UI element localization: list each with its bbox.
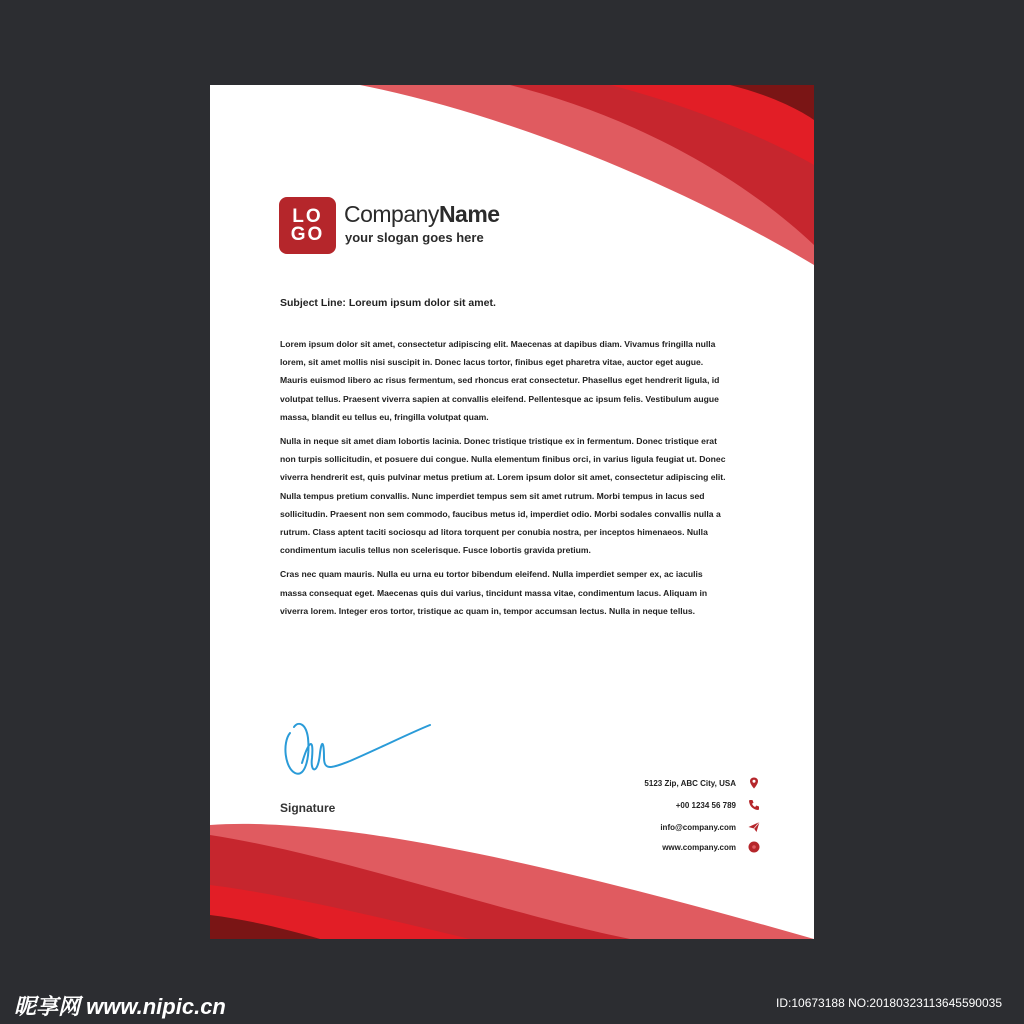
company-logo [279, 197, 336, 254]
handwritten-signature [280, 713, 440, 793]
logo-text: LOGO [290, 205, 325, 245]
company-name-regular: Company [344, 201, 439, 227]
contact-text: 5123 Zip, ABC City, USA [644, 778, 736, 788]
contact-email [520, 821, 760, 833]
body-paragraph: Cras nec quam mauris. Nulla eu urna eu tortor bibendum eleifend. Nulla imperdiet semper ex, ac iaculis massa consequat eget. Maecenas quis dui varius, tincidunt massa vitae, condimentum lacus. Aliquam in viverra lorem. Integer eros tortor, tristique ac quam in, tempor accumsan lectus. Nulla in neque tellus. [280, 569, 708, 616]
company-name-bold: Name [438, 201, 500, 227]
contact-website [520, 841, 760, 853]
letter-body [280, 335, 726, 626]
watermark-right: ID:10673188 NO:20180323113645590035 [776, 996, 1002, 1010]
letterhead-page [210, 85, 814, 939]
phone-icon [748, 799, 760, 811]
contact-text: +00 1234 56 789 [675, 800, 736, 810]
company-name [344, 201, 500, 228]
globe-icon [748, 841, 760, 853]
body-paragraph: Lorem ipsum dolor sit amet, consectetur adipiscing elit. Maecenas at dapibus diam. Vivamus fringilla nulla lorem, sit amet mollis nisi suscipit in. Donec lacus tortor, finibus eget pharetra vitae, auctor eget augue. Mauris euismod libero ac risus fermentum, sed rhoncus erat consectetur. Phasellus eget hendrerit ligula, id volutpat tellus. Praesent viverra sapien at convallis eleifend. Pellentesque ac ipsum felis. Vestibulum augue massa, blandit eu tellus eu, fringilla volutpat quam. [280, 339, 720, 422]
contact-text: www.company.com [662, 842, 736, 852]
contact-text: info@company.com [660, 822, 736, 832]
signature-label: Signature [280, 801, 336, 815]
company-slogan: your slogan goes here [345, 230, 484, 245]
subject-line: Subject Line: Loreum ipsum dolor sit amet. [280, 297, 496, 309]
location-pin-icon [748, 777, 760, 789]
contact-address [520, 777, 760, 789]
body-paragraph: Nulla in neque sit amet diam lobortis lacinia. Donec tristique tristique ex in fermentum. Donec tristique erat non turpis sollicitudin, et posuere dui congue. Nulla elementum finibus orci, in varius ligula feugiat ut. Donec viverra hendrerit est, quis pulvinar metus pretium at. Lorem ipsum dolor sit amet, consectetur adipiscing elit. Nulla tempus pretium convallis. Nunc imperdiet tempus sem sit amet rutrum. Morbi tempus in lacus sed sollicitudin. Praesent non sem commodo, faucibus metus id, imperdiet odio. Morbi sodales convallis nulla a rutrum. Class aptent taciti sociosqu ad litora torquent per conubia nostra, per inceptos himenaeos. Nulla condimentum iaculis tellus non scelerisque. Fusce lobortis gravida pretium. [280, 436, 726, 556]
contact-phone [520, 799, 760, 811]
watermark-left: 昵享网 www.nipic.cn [14, 994, 226, 1019]
paper-plane-icon [748, 821, 760, 833]
